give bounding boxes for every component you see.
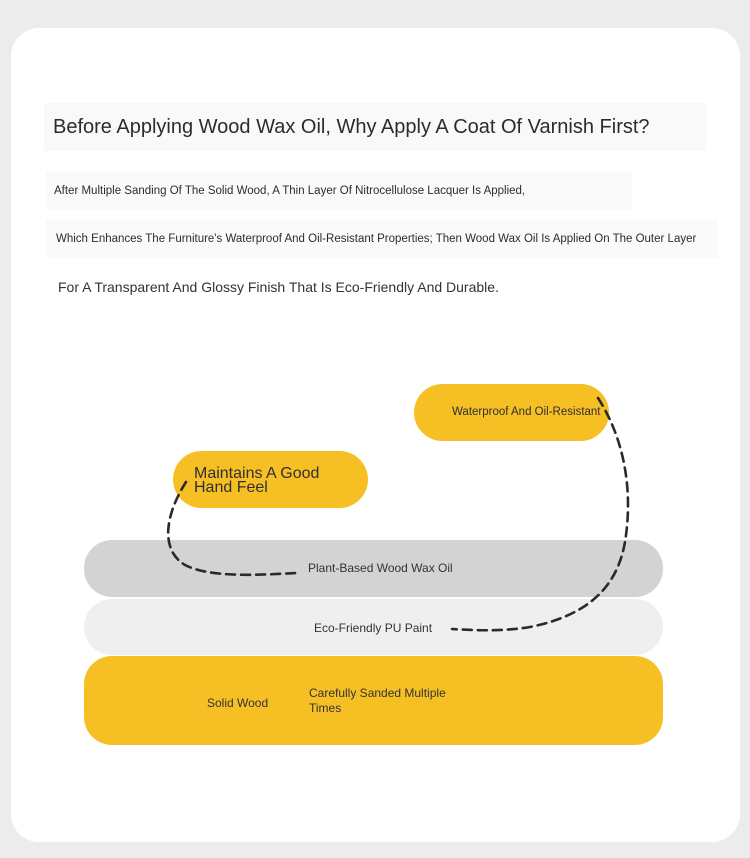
description-line-3: For A Transparent And Glossy Finish That Is Eco-Friendly And Durable. [58,279,499,295]
wax-oil-label: Plant-Based Wood Wax Oil [308,561,453,575]
hand-feel-connector [168,482,296,575]
pu-paint-label: Eco-Friendly PU Paint [314,621,433,635]
waterproof-label: Waterproof And Oil-Resistant [452,406,601,418]
description-line-1: After Multiple Sanding Of The Solid Wood, A Thin Layer Of Nitrocellulose Lacquer Is Applied, [46,172,632,210]
description-line-2: Which Enhances The Furniture's Waterproof And Oil-Resistant Properties; Then Wood Wax Oil Is Applied On The Outer Layer [46,220,718,258]
hand-feel-label: Maintains A Good Hand Feel [194,465,320,496]
sanded-label: Carefully Sanded Multiple Times [309,686,446,715]
page-title: Before Applying Wood Wax Oil, Why Apply A Coat Of Varnish First? [44,103,706,151]
waterproof-connector [452,398,628,630]
solid-wood-label: Solid Wood [207,696,269,710]
